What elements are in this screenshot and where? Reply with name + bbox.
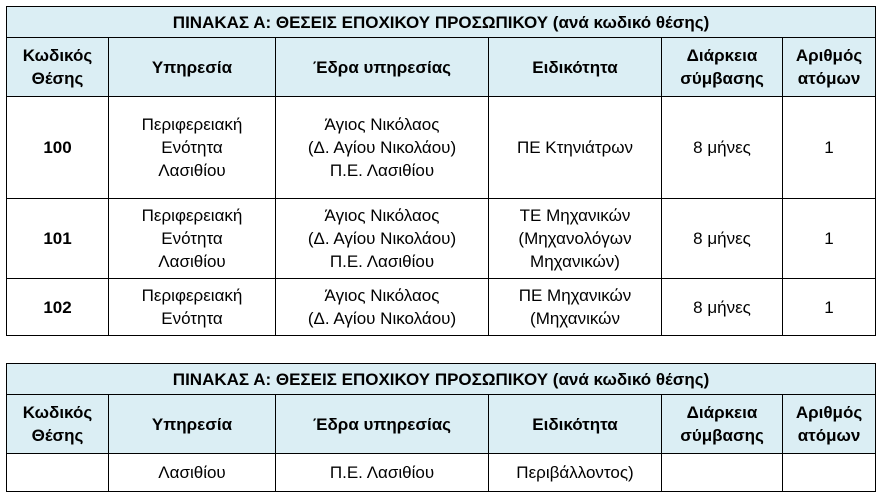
cell-code xyxy=(7,454,109,492)
cell-seat: Άγιος Νικόλαος (Δ. Αγίου Νικολάου) Π.Ε. Λασιθίου xyxy=(276,97,489,199)
cell-count: 1 xyxy=(783,279,876,336)
positions-table-a xyxy=(6,6,876,336)
cell-specialty: ΠΕ Κτηνιάτρων xyxy=(489,97,662,199)
header-duration: Διάρκεια σύμβασης xyxy=(662,395,783,454)
cell-specialty: Περιβάλλοντος) xyxy=(489,454,662,492)
cell-code: 101 xyxy=(7,199,109,279)
cell-duration: 8 μήνες xyxy=(662,97,783,199)
header-specialty: Ειδικότητα xyxy=(489,395,662,454)
header-code: Κωδικός Θέσης xyxy=(7,38,109,97)
cell-code: 102 xyxy=(7,279,109,336)
header-count: Αριθμός ατόμων xyxy=(783,395,876,454)
table-title: ΠΙΝΑΚΑΣ Α: ΘΕΣΕΙΣ ΕΠΟΧΙΚΟΥ ΠΡΟΣΩΠΙΚΟΥ (ανά κωδικό θέσης) xyxy=(7,364,876,395)
cell-count: 1 xyxy=(783,97,876,199)
cell-service: Περιφερειακή Ενότητα Λασιθίου xyxy=(109,97,276,199)
cell-specialty: ΠΕ Μηχανικών (Μηχανικών xyxy=(489,279,662,336)
header-code: Κωδικός Θέσης xyxy=(7,395,109,454)
header-seat: Έδρα υπηρεσίας xyxy=(276,395,489,454)
header-count: Αριθμός ατόμων xyxy=(783,38,876,97)
cell-count: 1 xyxy=(783,199,876,279)
header-service: Υπηρεσία xyxy=(109,395,276,454)
table-row xyxy=(7,199,876,279)
cell-duration xyxy=(662,454,783,492)
cell-code: 100 xyxy=(7,97,109,199)
cell-seat: Π.Ε. Λασιθίου xyxy=(276,454,489,492)
cell-count xyxy=(783,454,876,492)
positions-table-b xyxy=(6,363,876,492)
table-row xyxy=(7,279,876,336)
cell-service: Λασιθίου xyxy=(109,454,276,492)
header-specialty: Ειδικότητα xyxy=(489,38,662,97)
cell-service: Περιφερειακή Ενότητα xyxy=(109,279,276,336)
cell-seat: Άγιος Νικόλαος (Δ. Αγίου Νικολάου) xyxy=(276,279,489,336)
header-duration: Διάρκεια σύμβασης xyxy=(662,38,783,97)
cell-seat: Άγιος Νικόλαος (Δ. Αγίου Νικολάου) Π.Ε. Λασιθίου xyxy=(276,199,489,279)
cell-service: Περιφερειακή Ενότητα Λασιθίου xyxy=(109,199,276,279)
cell-duration: 8 μήνες xyxy=(662,199,783,279)
header-service: Υπηρεσία xyxy=(109,38,276,97)
header-seat: Έδρα υπηρεσίας xyxy=(276,38,489,97)
table-title: ΠΙΝΑΚΑΣ Α: ΘΕΣΕΙΣ ΕΠΟΧΙΚΟΥ ΠΡΟΣΩΠΙΚΟΥ (ανά κωδικό θέσης) xyxy=(7,7,876,38)
table-row xyxy=(7,97,876,199)
cell-duration: 8 μήνες xyxy=(662,279,783,336)
table-row xyxy=(7,454,876,492)
cell-specialty: ΤΕ Μηχανικών (Μηχανολόγων Μηχανικών) xyxy=(489,199,662,279)
